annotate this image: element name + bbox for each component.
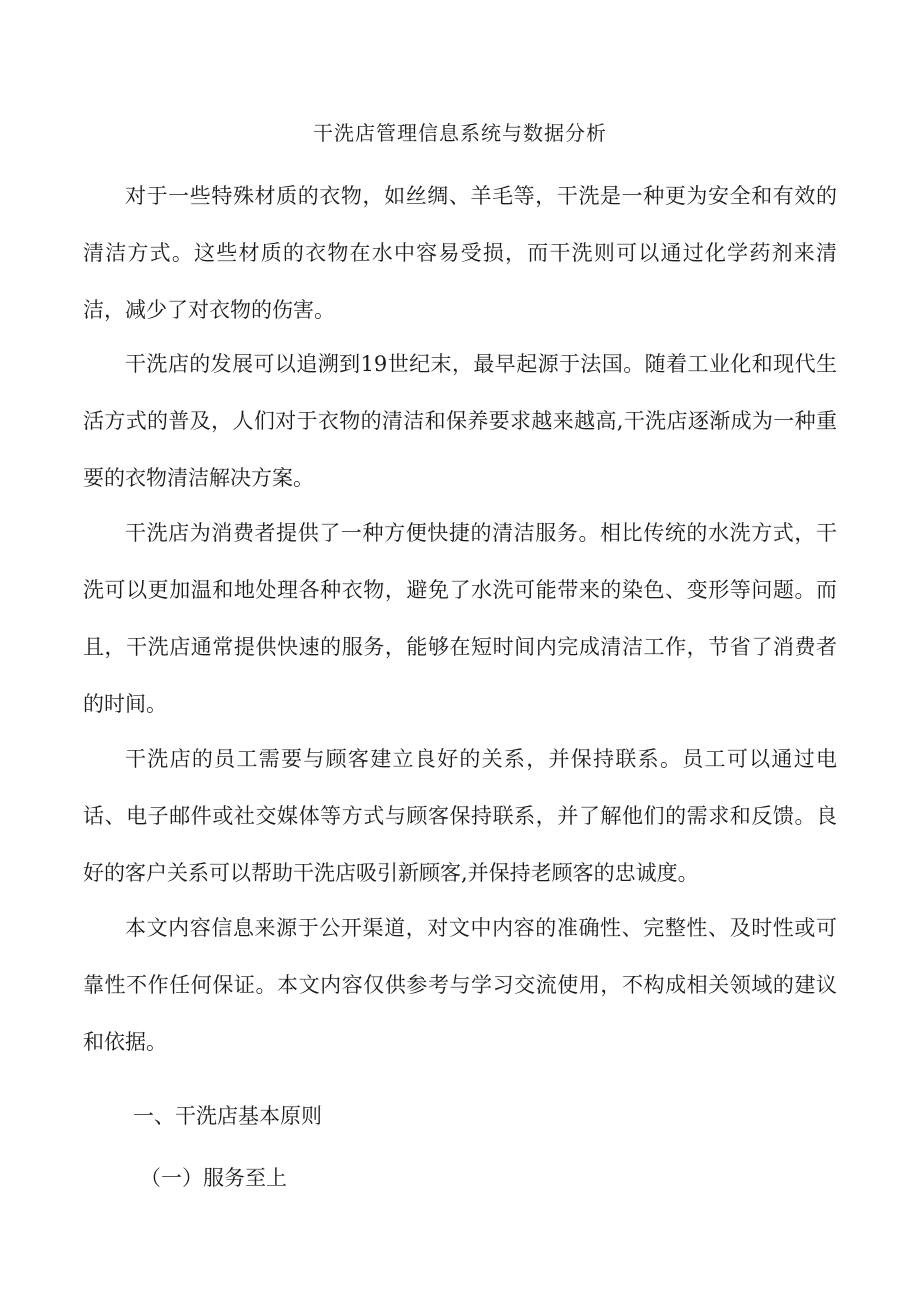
paragraph-history: 干洗店的发展可以追溯到19世纪末，最早起源于法国。随着工业化和现代生活方式的普及，人们对于衣物的清洁和保养要求越来越高,干洗店逐渐成为一种重要的衣物清洁解决方案。	[83, 352, 837, 490]
paragraph-convenience: 干洗店为消费者提供了一种方便快捷的清洁服务。相比传统的水洗方式，干洗可以更加温和地处理各种衣物，避免了水洗可能带来的染色、变形等问题。而且，干洗店通常提供快速的服务，能够在短时间内完成清洁工作，节省了消费者的时间。	[83, 521, 837, 716]
paragraph-silk-wool: 对于一些特殊材质的衣物，如丝绸、羊毛等，干洗是一种更为安全和有效的清洁方式。这些材质的衣物在水中容易受损，而干洗则可以通过化学药剂来清洁，减少了对衣物的伤害。	[83, 184, 837, 322]
paragraph-disclaimer: 本文内容信息来源于公开渠道，对文中内容的准确性、完整性、及时性或可靠性不作任何保证。本文内容仅供参考与学习交流使用，不构成相关领域的建议和依据。	[83, 916, 837, 1054]
paragraph-customer-relations: 干洗店的员工需要与顾客建立良好的关系，并保持联系。员工可以通过电话、电子邮件或社交媒体等方式与顾客保持联系，并了解他们的需求和反馈。良好的客户关系可以帮助干洗店吸引新顾客,并保持老顾客的忠诚度。	[83, 747, 837, 885]
subsection-heading: （一）服务至上	[140, 1166, 287, 1190]
section-heading: 一、干洗店基本原则	[133, 1104, 322, 1128]
document-title: 干洗店管理信息系统与数据分析	[313, 121, 607, 145]
